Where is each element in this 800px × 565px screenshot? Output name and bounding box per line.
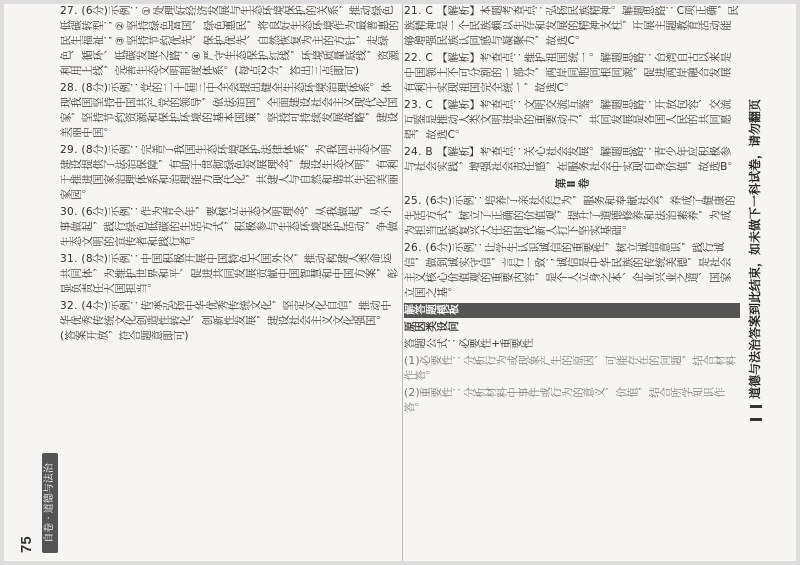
divider bbox=[402, 4, 403, 561]
template-question-type: 原因类设问 bbox=[404, 321, 459, 333]
answer-27: 27. (6分)示例：①处理好经济发展与生态环境保护的关系，推动绿色低碳转型；②坚持绿色富国、绿色惠民，将良好生态环境作为最普惠的民生福祉；③坚持节约优先、保护优先、自然恢复为主的方针，走绿色、循环、低碳发展之路；④严守生态保护红线，环境质量底线，资源利用上线，完善生态文明制度体系。(每点2分，答出三点即可) bbox=[60, 5, 400, 77]
answer-23: 23. C 【解析】考查点：文明交流互鉴。解题思路：开放包容、交流互鉴是推动人类文明进步的重要动力，共同发展是各国人民的共同愿望，故选C。 bbox=[404, 99, 732, 141]
answer-29: 29. (8分)示例：完善了我国生态环境保护法律体系，为我国生态文明建设提供了法治保障，有助于贯彻绿色发展理念，建设生态文明，有利于推进国家治理体系和治理能力现代化，共建人与自然和谐共生的美丽家园。 bbox=[60, 144, 398, 201]
section-heading: 第Ⅱ卷 bbox=[554, 178, 590, 190]
answers-upper bbox=[60, 4, 400, 561]
template-tag: 解答题模板 bbox=[404, 303, 740, 318]
answer-21: 21. C 【解析】本题考查点：弘扬民族精神。解题思路：C项正确，民族精神是一个民族赖以生存和发展的精神支柱，开展主题教育活动能够增强民族认同感与凝聚力，故选C。 bbox=[404, 5, 739, 47]
template-importance: (2)重要性：分析材料中事件或行为的意义、价值，结合所学知识作答。 bbox=[404, 387, 726, 414]
answer-22: 22. C 【解析】考查点：维护祖国统一。解题思路：台湾自古以来是中国领土不可分割的一部分，两岸同胞同根同源，促进两岸融合发展有利于实现祖国完全统一，故选C。 bbox=[404, 52, 732, 94]
answer-32: 32. (4分)示例：传承弘扬中华优秀传统文化，坚定文化自信，推动中华优秀传统文化创造性转化、创新性发展，建设社会主义文化强国。(答案开放，符合题意即可) bbox=[60, 300, 392, 342]
answer-31: 31. (8分)示例：中国积极开展中国特色大国外交，推动构建人类命运共同体，为维护世界和平、促进共同发展贡献中国智慧和中国方案，彰显负责任大国担当。 bbox=[60, 253, 398, 295]
answer-28: 28. (8分)示例：党的二十届三中全会提出健全生态环境治理体系。体现我国坚持中国共产党的领导，依法治国，全面建设社会主义现代化国家，坚持节约资源和保护环境的基本国策，坚持可持续发展战略，建设美丽中国。 bbox=[60, 82, 398, 139]
answer-26: 26. (6分)示例：让学生认识诚信的重要性，树立诚信意识，践行诚信，做到诚实守信，言行一致；诚信是中华民族的传统美德，是社会主义核心价值观的重要内容，是个人立身之本、企业兴业之道、国家立国之基。 bbox=[404, 242, 731, 299]
section-badge: 自卷 · 道德与法治 bbox=[42, 453, 58, 553]
template-formula: 答题公式：必要性+重要性 bbox=[404, 338, 534, 350]
footer-slogan bbox=[746, 99, 763, 421]
bottom-band bbox=[740, 4, 796, 561]
template-necessity: (1)必要性：分析行为或现象产生的原因、可能存在的问题，结合材料作答。 bbox=[404, 355, 737, 382]
rotated-content bbox=[4, 4, 796, 561]
footer-slogan-text: 道德与法治答案到此结束，如未做下一科试卷，请勿翻页 bbox=[748, 98, 762, 399]
answer-25: 25. (6分)示例：培养了亲社会行为，服务和奉献社会，养成了健康的生活方式，树立了正确的价值观，提升了道德修养和法治素养，为成为担当民族复兴大任的时代新人打下坚实基础。 bbox=[404, 195, 736, 237]
document-page bbox=[4, 4, 796, 561]
bars-icon bbox=[750, 405, 762, 421]
page-number: 75 bbox=[18, 536, 35, 553]
answer-30: 30. (6分)示例：作为青少年，要树立生态文明理念，从我做起，从小事做起，践行绿色低碳的生活方式，积极参与生态环境保护活动，争做生态文明的宣传者和践行者。 bbox=[60, 206, 398, 248]
answer-24: 24. B 【解析】考查点：关心社会发展。解题思路：青少年应积极参与社会实践，增强社会责任感，在服务社会中实现自身价值，故选B。 bbox=[404, 146, 739, 173]
answer-column-upper bbox=[60, 4, 400, 561]
answers-lower bbox=[404, 4, 740, 561]
answer-column-lower bbox=[404, 4, 740, 561]
top-band bbox=[4, 4, 60, 561]
